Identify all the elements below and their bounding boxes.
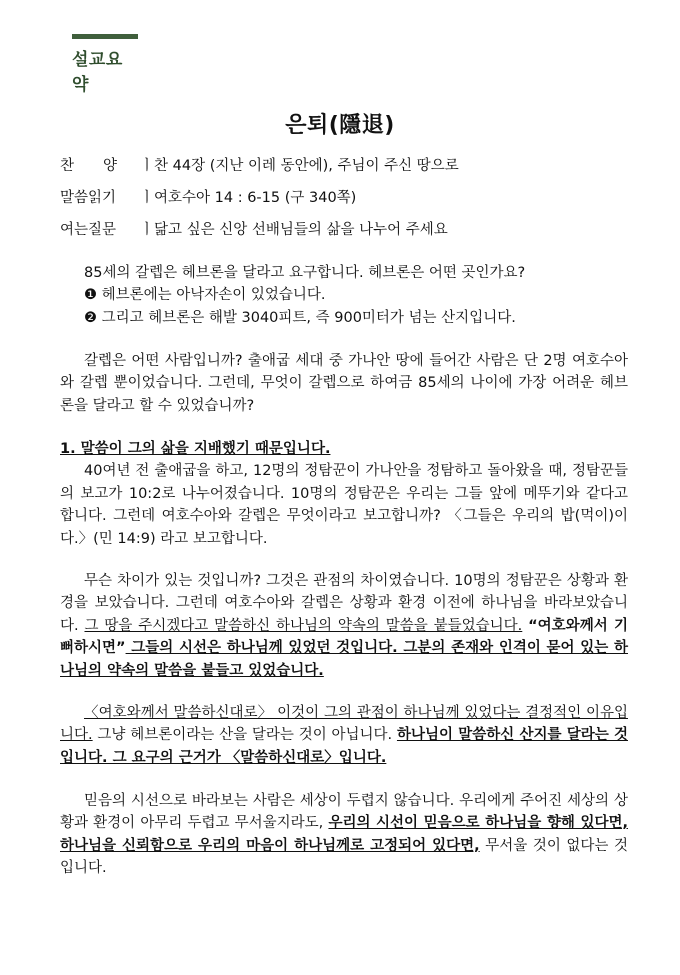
paragraph-4-text (60, 570, 628, 682)
intro-item-2: ❷ 그리고 헤브론은 해발 3040피트, 즉 900미터가 넘는 산지입니다. (84, 309, 516, 326)
paragraph-6 (60, 790, 628, 880)
paragraph-2 (60, 350, 628, 417)
paragraph-5 (60, 702, 628, 769)
section-1-heading: 1. 말씀이 그의 삶을 지배했기 때문입니다. (60, 441, 331, 457)
question-value: ㅣ닮고 싶은 신앙 선배님들의 삶을 나누어 주세요 (140, 222, 448, 238)
section-1-text: 40여년 전 출애굽을 하고, 12명의 정탐꾼이 가나안을 정탐하고 돌아왔을 때, 정탐꾼들의 보고가 10:2로 나누어졌습니다. 10명의 정탐꾼은 우리는 그들 앞에 메뚜기와 같다고 합니다. 그런데 여호수아와 갈렙은 무엇이라고 보고합니까? 〈그들은 우리의 밥(먹이)이다.〉(민 14:9) 라고 보고합니다. (60, 463, 628, 547)
question-row (60, 218, 448, 239)
intro-block (60, 262, 628, 329)
p6-bold-underline: 우리의 시선이 믿음으로 하나님을 향해 있다면, 하나님을 신뢰함으로 우리의 마음이 하나님께로 고정되어 있다면, (60, 815, 628, 854)
reading-label: 말씀읽기 (60, 190, 117, 206)
p4-underline: 그 땅을 주시겠다고 말씀하신 하나님의 약속의 말씀을 붙들었습니다. (84, 617, 523, 634)
p5-bold-underline: 하나님이 말씀하신 산지를 달라는 것입니다. 그 요구의 근거가 〈말씀하신대로〉입니다. (60, 727, 628, 766)
hymn-row (60, 154, 459, 175)
intro-item-1: ❶ 헤브론에는 아낙자손이 있었습니다. (84, 287, 326, 304)
paragraph-2-text: 갈렙은 어떤 사람입니까? 출애굽 세대 중 가나안 땅에 들어간 사람은 단 2명 여호수아와 갈렙 뿐이었습니다. 그런데, 무엇이 갈렙으로 하여금 85세의 나이에 가장 어려운 헤브론을 달라고 할 수 있었습니까? (60, 353, 628, 414)
page-title: 은퇴(隱退) (285, 113, 395, 138)
p4-quote: “여호와께서 기뻐하시면” (60, 617, 629, 657)
header-label: 설교요약 (72, 50, 123, 95)
p6-plain: 믿음의 시선으로 바라보는 사람은 세상이 두렵지 않습니다. 우리에게 주어진 세상의 상황과 환경이 아무리 두렵고 무서울지라도, (60, 793, 628, 832)
paragraph-6-text (60, 790, 628, 880)
hymn-value: ㅣ찬 44장 (지난 이레 동안에), 주님이 주신 땅으로 (140, 158, 459, 174)
p5-plain: 그냥 헤브론이라는 산을 달라는 것이 아닙니다. (92, 727, 397, 744)
question-label: 여는질문 (60, 222, 117, 238)
paragraph-5-text (60, 702, 628, 769)
p5-underline: 〈여호와께서 말씀하신대로〉 이것이 그의 관점이 하나님께 있었다는 결정적인 이유입니다. (60, 705, 628, 744)
header-accent-bar (72, 34, 138, 39)
header-logo (72, 34, 138, 95)
intro-line: 85세의 갈렙은 헤브론을 달라고 요구합니다. 헤브론은 어떤 곳인가요? (84, 265, 526, 281)
paragraph-4 (60, 570, 628, 682)
section-1 (60, 438, 628, 550)
p6-tail: 무서울 것이 없다는 것입니다. (60, 837, 629, 877)
reading-value: ㅣ여호수아 14 : 6-15 (구 340쪽) (140, 190, 357, 206)
hymn-label: 찬 양 (60, 158, 119, 174)
p4-plain: 무슨 차이가 있는 것입니까? 그것은 관점의 차이였습니다. 10명의 정탐꾼은 상황과 환경을 보았습니다. 그런데 여호수아와 갈렙은 상황과 환경 이전에 하나님을 바라보았습니다. (60, 573, 628, 634)
reading-row (60, 186, 356, 207)
p4-bold-underline: 그들의 시선은 하나님께 있었던 것입니다. 그분의 존재와 인격이 묻어 있는 하나님의 약속의 말씀을 붙들고 있었습니다. (60, 640, 628, 679)
